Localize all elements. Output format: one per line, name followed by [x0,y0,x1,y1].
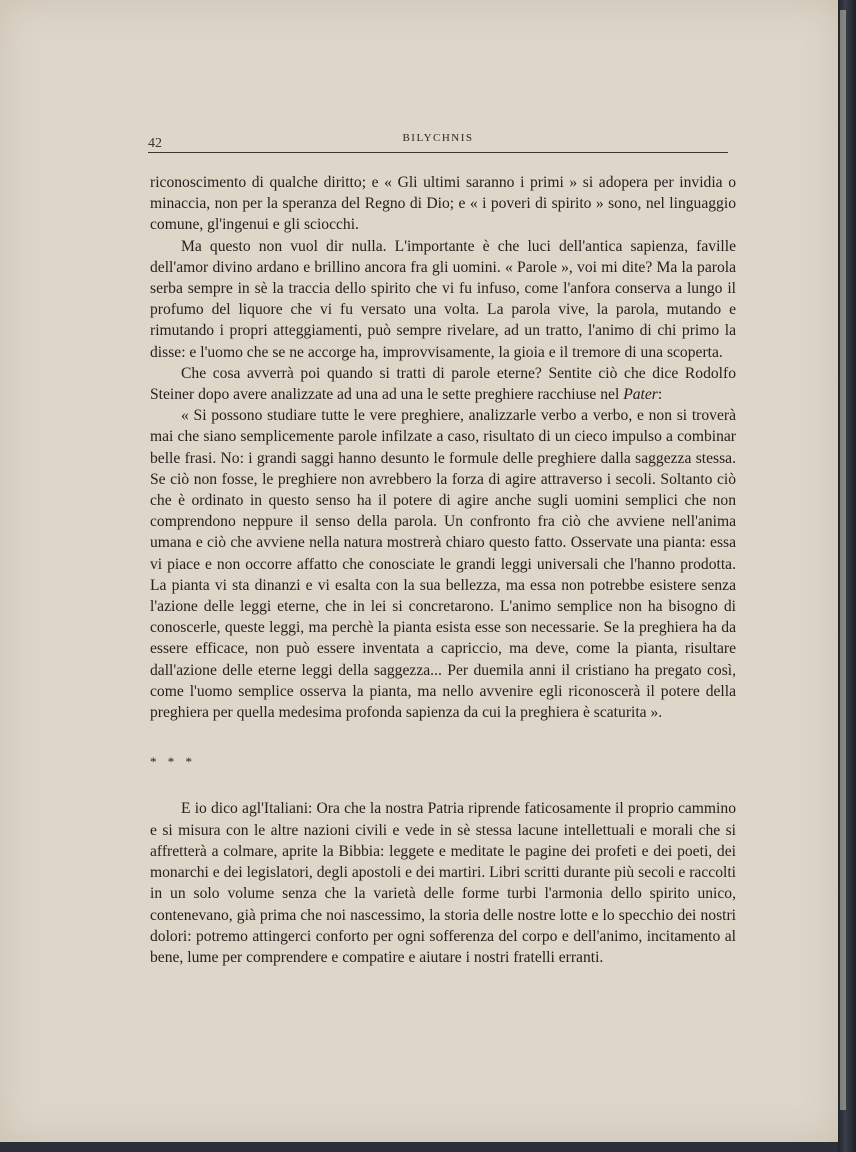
paragraph: E io dico agl'Italiani: Ora che la nostra Patria riprende faticosamente il proprio cammino e si misura con le altre nazioni civili e vede in sè stessa lacune intellettuali e morali che si affretterà a colmare, aprite la Bibbia: leggete e meditate le pagine dei profeti e dei poeti, dei monarchi e dei legislatori, degli apostoli e dei martiri. Libri scritti durante più secoli e raccolti in un solo volume senza che la varietà delle forme turbi l'armonia dello spirito unico, contenevano, già prima che noi nascessimo, la storia delle nostre lotte e lo specchio dei nostri dolori: potremo attingerci conforto per ogni sofferenza del corpo e dell'animo, incitamento al bene, lume per comprendere e compatire e aiutare i nostri fratelli erranti. [150,800,736,966]
next-page-edge [840,10,846,1110]
paragraph-text: Che cosa avverrà poi quando si tratti di parole eterne? Sentite ciò che dice Rodolfo Steiner dopo avere analizzate ad una ad una le sette preghiere racchiuse nel [150,364,736,404]
block-quote: « Si possono studiare tutte le vere preghiere, analizzarle verbo a verbo, e non si troverà mai che siano semplicemente parole infilzate a caso, risultato di un cieco impulso a combinar belle frasi. No: i grandi saggi hanno desunto le formule delle preghiere dalla saggezza stessa. Se ciò non fosse, le preghiere non avrebbero la forza di agire attraverso i secoli. Soltanto ciò che è ordinato in questo senso ha il potere di agire anche sugli uomini semplici che non comprendono neppure il senso della parola. Un confronto fra ciò che avviene nell'anima umana e ciò che avviene nella natura mostrerà chiaro questo fatto. Osservate una pianta: essa vi piace e non occorre affatto che conosciate le grandi leggi universali che l'hanno prodotta. La pianta vi sta dinanzi e vi esalta con la sua bellezza, ma essa non potrebbe esistere senza l'azione delle leggi eterne, che in lei si concretarono. L'animo semplice non ha bisogno di conoscerle, queste leggi, ma perchè la pianta esista esse son necessarie. Se la preghiera ha da essere efficace, non può essere inventata a capriccio, ma deve, come la pianta, risultare dall'azione delle eterne leggi della saggezza... Per duemila anni il cristiano ha pregato così, come l'uomo semplice osserva la pianta, ma nello avvenire egli riconoscerà il potere della preghiera per quella medesima profonda sapienza da cui la preghiera è scaturita ». [150,407,736,722]
section-separator: * * * [150,754,196,770]
paragraph-end: : [657,386,663,404]
italic-title: Pater [623,386,658,404]
paragraph-continuation: riconoscimento di qualche diritto; e « Gli ultimi saranno i primi » si adopera per invidia o minaccia, non per la speranza del Regno di Dio; e « i poveri di spirito » sono, nel linguaggio comune, gl'ingenui e gli sciocchi. [150,174,736,234]
paragraph: Ma questo non vuol dir nulla. L'importante è che luci dell'antica sapienza, faville dell'amor divino ardano e brillino ancora fra gli uomini. « Parole », voi mi dite? Ma la parola serba sempre in sè la traccia dello spirito che vi fu infuso, come l'anfora conserva a lungo il profumo del liquore che vi fu versato una volta. La parola vive, la parola, mutando e rimutando i propri atteggiamenti, può sempre rivelare, ad un tratto, l'animo di chi primo la disse: e l'uomo che se ne accorge ha, improvvisamente, la gioia e il tremore di una scoperta. [150,237,736,361]
running-head: BILYCHNIS [402,132,474,144]
paragraph [150,363,736,405]
page-number: 42 [148,136,162,151]
body-text [150,172,736,968]
page-header [148,128,728,158]
header-rule [148,152,728,153]
